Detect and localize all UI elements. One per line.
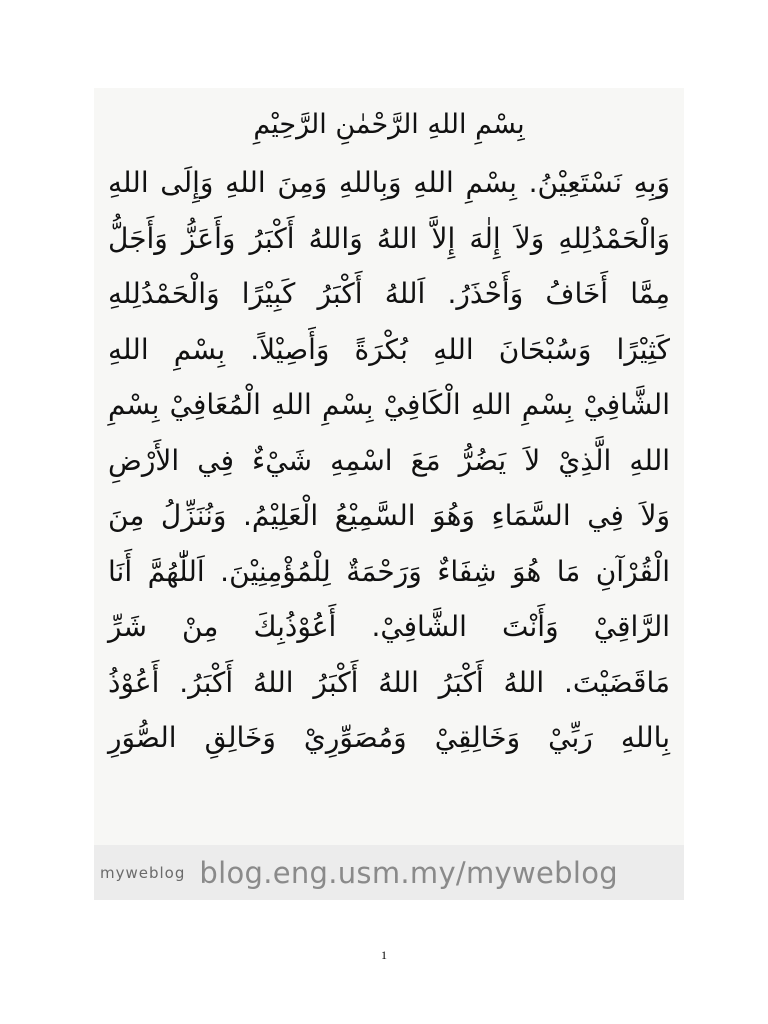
text-line-9: الرَّاقِيْ وَأَنْتَ الشَّافِيْ. أَعُوْذُبِكَ مِنْ شَرِّ	[108, 610, 670, 643]
watermark-url: blog.eng.usm.my/myweblog	[199, 855, 618, 890]
text-line-11: بِاللهِ رَبِّيْ وَخَالِقِيْ وَمُصَوِّرِيْ وَخَالِقِ الصُّوَرِ	[108, 721, 670, 754]
text-line-2: وَالْحَمْدُلِلهِ وَلاَ إِلٰهَ إِلاَّ اللهُ وَاللهُ أَكْبَرُ وَأَعَزُّ وَأَجَلُّ	[108, 221, 670, 255]
watermark-brand: myweblog	[100, 863, 186, 882]
watermark-banner	[94, 845, 684, 900]
arabic-text-block	[94, 95, 684, 766]
text-line-5: الشَّافِيْ بِسْمِ اللهِ الْكَافِيْ بِسْمِ اللهِ الْمُعَافِيْ بِسْمِ	[108, 388, 670, 421]
text-line-7: وَلاَ فِي السَّمَاءِ وَهُوَ السَّمِيْعُ الْعَلِيْمُ. وَنُنَزِّلُ مِنَ	[108, 499, 670, 532]
page-number: 1	[381, 948, 387, 962]
text-line-6: اللهِ الَّذِيْ لاَ يَضُرُّ مَعَ اسْمِهِ شَيْءٌ فِي الأَرْضِ	[108, 443, 670, 477]
text-line-10: مَاقَضَيْتَ. اللهُ أَكْبَرُ اللهُ أَكْبَرُ اللهُ أَكْبَرُ. أَعُوْذُ	[108, 665, 670, 699]
text-line-1: وَبِهِ نَسْتَعِيْنُ. بِسْمِ اللهِ وَبِاللهِ وَمِنَ اللهِ وَإِلَى اللهِ	[108, 166, 670, 199]
text-line-4: كَثِيْرًا وَسُبْحَانَ اللهِ بُكْرَةً وَأَصِيْلاً. بِسْمِ اللهِ	[108, 332, 670, 366]
text-line-3: مِمَّا أَخَافُ وَأَحْذَرُ. اَللهُ أَكْبَرُ كَبِيْرًا وَالْحَمْدُلِلهِ	[108, 277, 670, 310]
bismillah-heading: بِسْمِ اللهِ الرَّحْمٰنِ الرَّحِيْمِ	[253, 109, 525, 140]
text-line-8: الْقُرْآنِ مَا هُوَ شِفَاءٌ وَرَحْمَةٌ لِلْمُؤْمِنِيْنَ. اَللّٰهُمَّ أَنَا	[108, 554, 670, 588]
